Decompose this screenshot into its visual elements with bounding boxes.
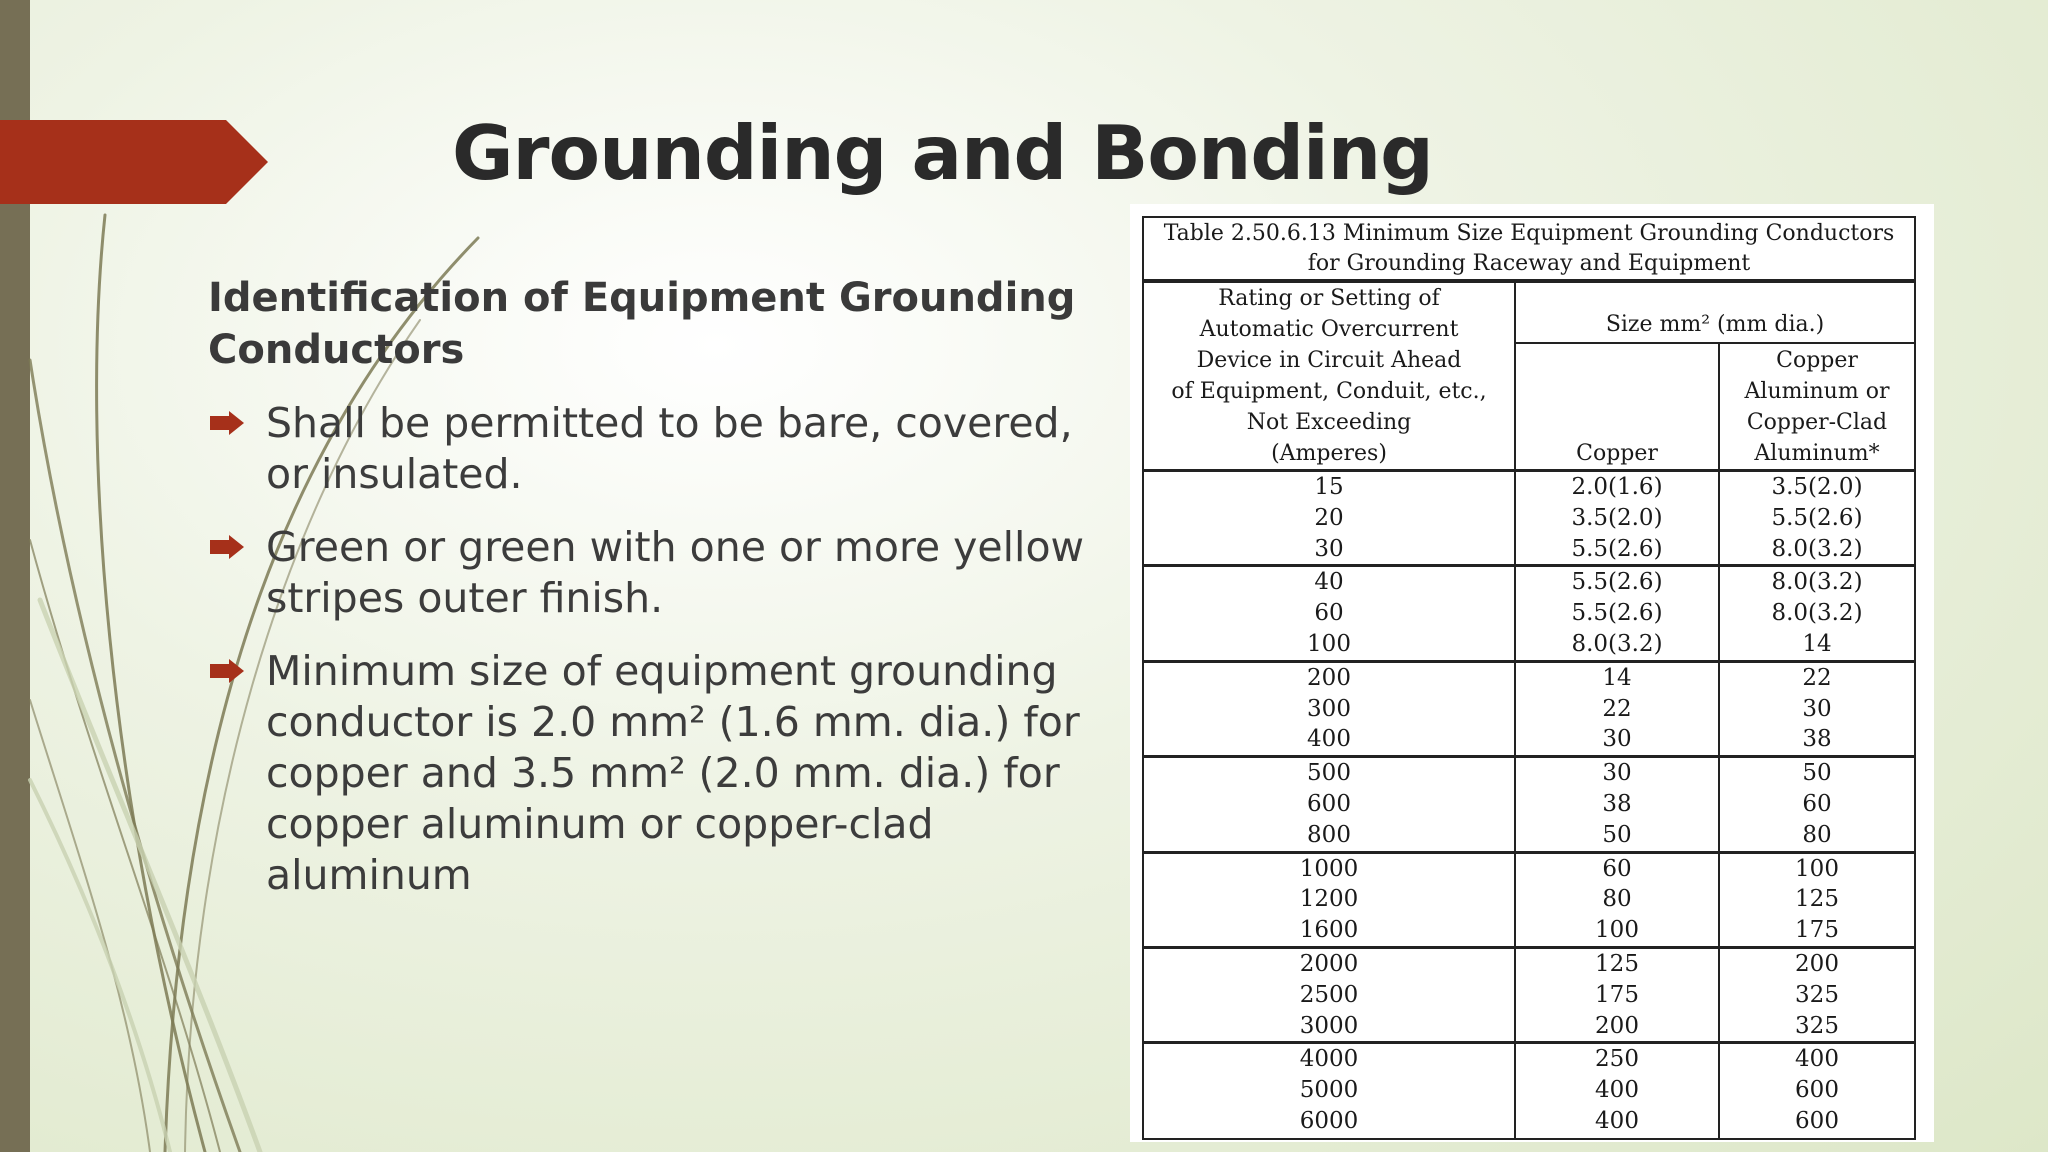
table-row-group xyxy=(1143,471,1915,566)
copper-cell: 5.5(2.6) 5.5(2.6) 8.0(3.2) xyxy=(1515,566,1719,661)
rating-cell: 40 60 100 xyxy=(1143,566,1515,661)
header-line: Device in Circuit Ahead xyxy=(1196,348,1462,373)
header-size: Size mm² (mm dia.) xyxy=(1515,281,1915,343)
copper-cell: 14 22 30 xyxy=(1515,661,1719,756)
bullet-list xyxy=(208,398,1088,901)
rating-cell: 500 600 800 xyxy=(1143,757,1515,852)
rating-cell: 200 300 400 xyxy=(1143,661,1515,756)
bullet-item xyxy=(208,398,1088,500)
header-aluminum xyxy=(1719,343,1915,470)
table-row-group xyxy=(1143,566,1915,661)
aluminum-cell: 400 600 600 xyxy=(1719,1043,1915,1139)
grounding-conductor-table xyxy=(1142,216,1916,1140)
aluminum-cell: 50 60 80 xyxy=(1719,757,1915,852)
copper-cell: 125 175 200 xyxy=(1515,947,1719,1042)
rating-cell: 4000 5000 6000 xyxy=(1143,1043,1515,1139)
bullet-text: Minimum size of equipment grounding conductor is 2.0 mm² (1.6 mm. dia.) for copper and 3.5 mm² (2.0 mm. dia.) for copper aluminum or copper-clad aluminum xyxy=(266,647,1080,899)
copper-cell: 2.0(1.6) 3.5(2.0) 5.5(2.6) xyxy=(1515,471,1719,566)
table-caption xyxy=(1143,217,1915,281)
copper-cell: 60 80 100 xyxy=(1515,852,1719,947)
table-caption-line: Table 2.50.6.13 Minimum Size Equipment Grounding Conductors xyxy=(1163,220,1895,246)
slide-subtitle: Identification of Equipment Grounding Conductors xyxy=(208,275,1076,373)
bullet-item xyxy=(208,646,1088,901)
aluminum-cell: 200 325 325 xyxy=(1719,947,1915,1042)
header-line: Not Exceeding xyxy=(1246,410,1412,435)
table-row-group xyxy=(1143,757,1915,852)
header-line: Copper xyxy=(1776,348,1858,373)
aluminum-cell: 100 125 175 xyxy=(1719,852,1915,947)
header-line: Rating or Setting of xyxy=(1218,286,1440,311)
bullet-text: Green or green with one or more yellow stripes outer finish. xyxy=(266,523,1085,622)
header-copper: Copper xyxy=(1515,343,1719,470)
rating-cell: 2000 2500 3000 xyxy=(1143,947,1515,1042)
rating-cell: 15 20 30 xyxy=(1143,471,1515,566)
arrow-bullet-icon xyxy=(210,535,244,559)
aluminum-cell: 3.5(2.0) 5.5(2.6) 8.0(3.2) xyxy=(1719,471,1915,566)
arrow-bullet-icon xyxy=(210,411,244,435)
aluminum-cell: 8.0(3.2) 8.0(3.2) 14 xyxy=(1719,566,1915,661)
header-line: Automatic Overcurrent xyxy=(1199,317,1459,342)
table-caption-line: for Grounding Raceway and Equipment xyxy=(1307,250,1751,276)
table-row-group xyxy=(1143,661,1915,756)
bullet-text: Shall be permitted to be bare, covered, or insulated. xyxy=(266,399,1073,498)
header-line: (Amperes) xyxy=(1271,441,1387,466)
slide-title: Grounding and Bonding xyxy=(452,109,1433,197)
header-line: Aluminum* xyxy=(1754,441,1880,466)
table-row-group xyxy=(1143,947,1915,1042)
aluminum-cell: 22 30 38 xyxy=(1719,661,1915,756)
rating-cell: 1000 1200 1600 xyxy=(1143,852,1515,947)
arrow-bullet-icon xyxy=(210,659,244,683)
table-row-group xyxy=(1143,1043,1915,1139)
table-image-panel xyxy=(1130,204,1934,1142)
bullet-item xyxy=(208,522,1088,624)
slide-body xyxy=(208,272,1088,923)
header-line: of Equipment, Conduit, etc., xyxy=(1171,379,1487,404)
header-line: Copper-Clad xyxy=(1746,410,1888,435)
copper-cell: 250 400 400 xyxy=(1515,1043,1719,1139)
copper-cell: 30 38 50 xyxy=(1515,757,1719,852)
header-line: Aluminum or xyxy=(1744,379,1890,404)
title-accent-arrow xyxy=(0,120,268,204)
table-row-group xyxy=(1143,852,1915,947)
header-rating xyxy=(1143,281,1515,471)
